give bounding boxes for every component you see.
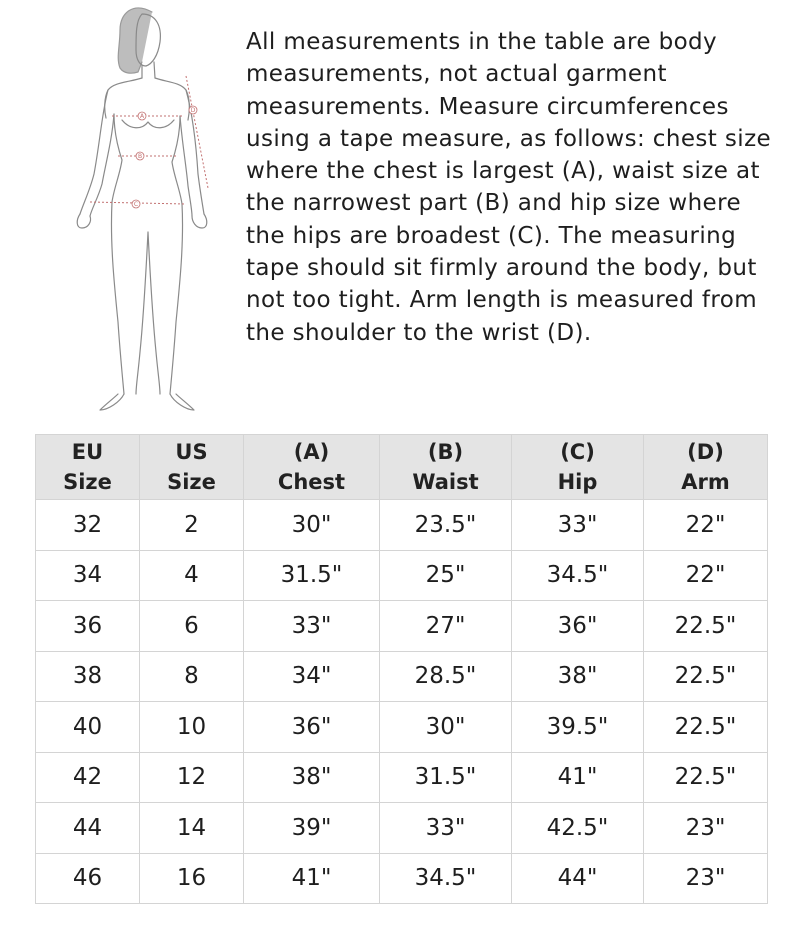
table-cell: 27"	[380, 601, 512, 652]
table-cell: 38	[36, 651, 140, 702]
table-cell: 4	[140, 550, 244, 601]
table-row	[36, 752, 768, 803]
table-row	[36, 853, 768, 904]
table-cell: 2	[140, 500, 244, 551]
table-cell: 23"	[644, 803, 768, 854]
torso-outline	[105, 78, 190, 120]
table-cell: 36	[36, 601, 140, 652]
table-cell: 34.5"	[380, 853, 512, 904]
column-header-line1: (C)	[560, 440, 595, 464]
table-cell: 33"	[380, 803, 512, 854]
column-header-line2: Size	[63, 470, 112, 494]
table-cell: 38"	[512, 651, 644, 702]
table-cell: 25"	[380, 550, 512, 601]
column-header-line2: Arm	[681, 470, 730, 494]
table-cell: 42	[36, 752, 140, 803]
column-header-line2: Chest	[277, 470, 346, 494]
table-row	[36, 702, 768, 753]
column-header-line1: US	[175, 440, 208, 464]
table-cell: 22"	[644, 550, 768, 601]
marker-c: C	[133, 201, 139, 209]
table-cell: 34.5"	[512, 550, 644, 601]
size-chart-table	[35, 434, 768, 904]
table-cell: 22.5"	[644, 752, 768, 803]
table-header-row	[36, 435, 768, 500]
marker-d: D	[190, 107, 196, 115]
column-header	[380, 435, 512, 500]
column-header	[140, 435, 244, 500]
table-cell: 34"	[244, 651, 380, 702]
table-cell: 6	[140, 601, 244, 652]
column-header-line2: Hip	[557, 470, 598, 494]
table-cell: 23"	[644, 853, 768, 904]
column-header	[512, 435, 644, 500]
table-cell: 33"	[512, 500, 644, 551]
table-cell: 40	[36, 702, 140, 753]
table-cell: 41"	[244, 853, 380, 904]
table-row	[36, 550, 768, 601]
arm-measure-line	[186, 76, 208, 188]
table-cell: 36"	[244, 702, 380, 753]
table-cell: 44"	[512, 853, 644, 904]
table-cell: 39"	[244, 803, 380, 854]
table-cell: 31.5"	[244, 550, 380, 601]
table-cell: 31.5"	[380, 752, 512, 803]
marker-a: A	[139, 113, 145, 121]
column-header-line1: (A)	[293, 440, 330, 464]
table-cell: 44	[36, 803, 140, 854]
table-cell: 23.5"	[380, 500, 512, 551]
column-header	[244, 435, 380, 500]
marker-b: B	[137, 153, 143, 161]
column-header	[36, 435, 140, 500]
table-cell: 46	[36, 853, 140, 904]
table-cell: 22.5"	[644, 702, 768, 753]
table-cell: 10	[140, 702, 244, 753]
table-cell: 16	[140, 853, 244, 904]
table-cell: 30"	[244, 500, 380, 551]
table-cell: 42.5"	[512, 803, 644, 854]
table-cell: 22.5"	[644, 651, 768, 702]
table-cell: 22.5"	[644, 601, 768, 652]
measurement-instructions: All measurements in the table are body measurements, not actual garment measurements. Measure circumferences using a tape measure, as follows: chest size where the chest is largest (A), waist size at the narrowest part (B) and hip size where the hips are broadest (C). The measuring tape should sit firmly around the body, but not too tight. Arm length is measured from the shoulder to the wrist (D).	[246, 29, 772, 346]
table-cell: 33"	[244, 601, 380, 652]
left-arm-outline	[80, 90, 114, 216]
table-cell: 22"	[644, 500, 768, 551]
table-cell: 34	[36, 550, 140, 601]
table-row	[36, 803, 768, 854]
table-cell: 39.5"	[512, 702, 644, 753]
column-header-line2: Waist	[412, 470, 479, 494]
table-cell: 14	[140, 803, 244, 854]
table-cell: 12	[140, 752, 244, 803]
table-cell: 32	[36, 500, 140, 551]
table-row	[36, 651, 768, 702]
table-cell: 8	[140, 651, 244, 702]
table-body	[36, 500, 768, 904]
column-header-line1: EU	[71, 440, 104, 464]
column-header-line1: (B)	[427, 440, 464, 464]
table-row	[36, 601, 768, 652]
column-header	[644, 435, 768, 500]
table-cell: 30"	[380, 702, 512, 753]
table-cell: 41"	[512, 752, 644, 803]
table-cell: 28.5"	[380, 651, 512, 702]
column-header-line1: (D)	[687, 440, 724, 464]
table-cell: 36"	[512, 601, 644, 652]
table-cell: 38"	[244, 752, 380, 803]
table-row	[36, 500, 768, 551]
legs-outline	[111, 202, 182, 394]
column-header-line2: Size	[167, 470, 216, 494]
body-measurement-figure	[62, 2, 222, 414]
hair-shape	[118, 8, 152, 73]
